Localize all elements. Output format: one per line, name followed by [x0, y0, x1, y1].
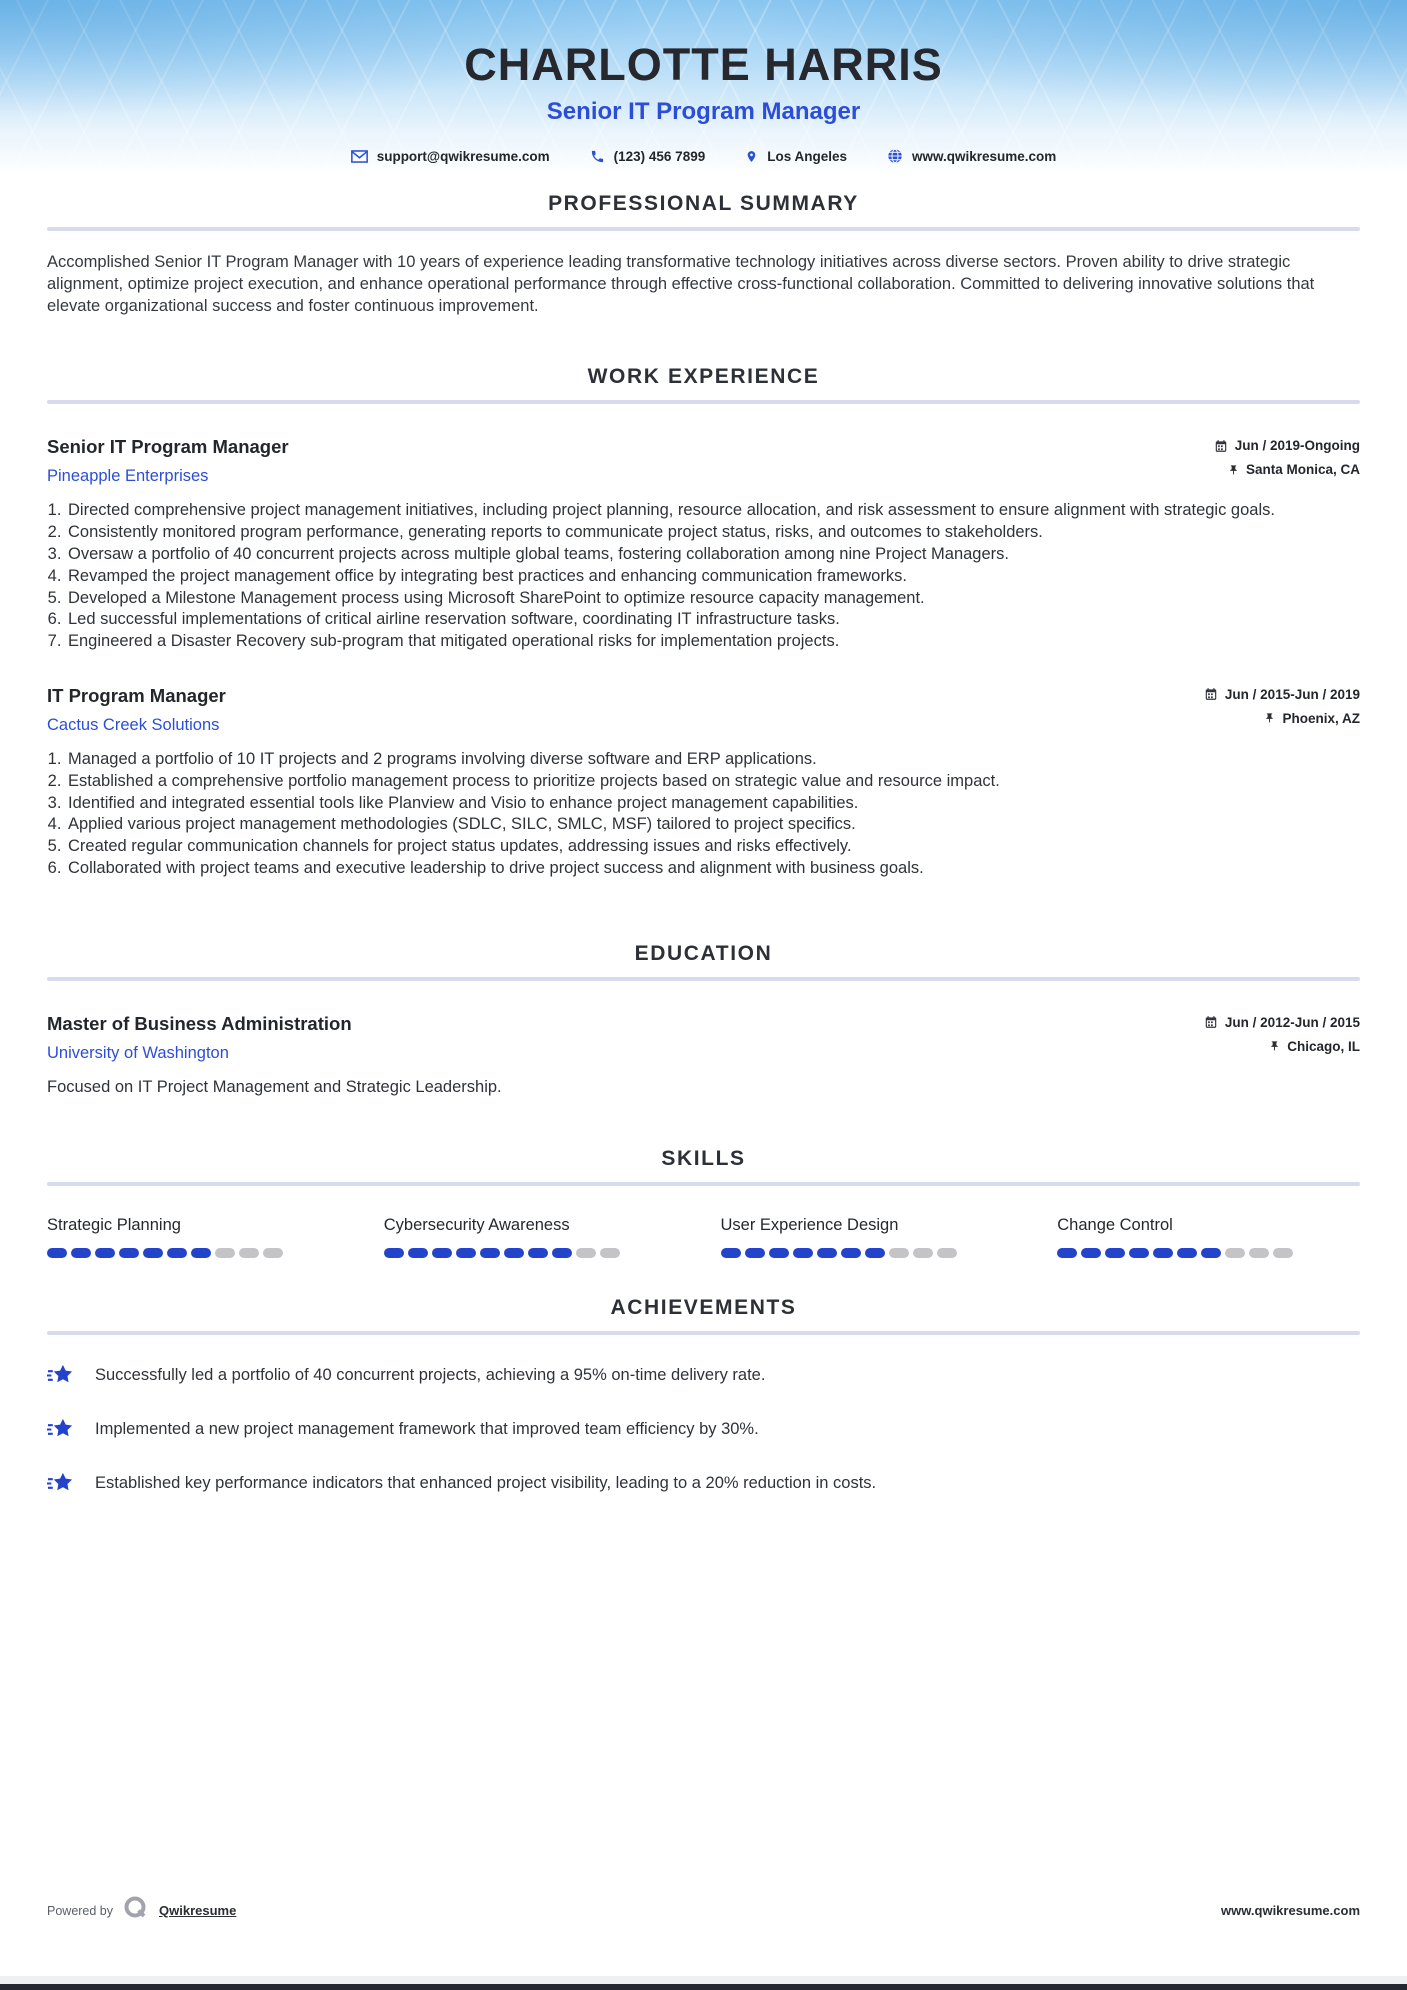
education-heading: EDUCATION	[634, 941, 773, 965]
skill-label: User Experience Design	[720, 1215, 899, 1234]
skill-segment-empty	[1249, 1248, 1269, 1258]
skill-segment-filled	[817, 1248, 837, 1258]
pushpin-icon	[1264, 711, 1275, 725]
degree-title: Master of Business Administration	[47, 1012, 352, 1034]
pushpin-icon	[1269, 1039, 1280, 1053]
skill-segment-empty	[576, 1248, 596, 1258]
skill-label: Change Control	[1057, 1215, 1173, 1234]
achievement-item	[47, 1470, 1360, 1497]
job-header	[47, 685, 1360, 735]
job-location-label: Phoenix, AZ	[1282, 710, 1360, 726]
school-link[interactable]: University of Washington	[47, 1043, 229, 1062]
job-entry	[47, 436, 1360, 653]
skill-segment-empty	[913, 1248, 933, 1258]
skill-segment-filled	[167, 1248, 187, 1258]
page-bottom-bar	[0, 1984, 1407, 1990]
skill-segment-filled	[769, 1248, 789, 1258]
skill-segment-filled	[119, 1248, 139, 1258]
bullet-item: 3. Identified and integrated essential tools like Planview and Visio to enhance project management capabilities.	[66, 793, 1360, 815]
skill-item	[47, 1216, 350, 1258]
education-description: Focused on IT Project Management and Strategic Leadership.	[47, 1077, 502, 1096]
education-dates	[1204, 1015, 1360, 1030]
globe-icon	[887, 148, 903, 164]
skill-segment-filled	[432, 1248, 452, 1258]
job-bullet-list	[47, 749, 1360, 880]
education-meta	[1204, 1013, 1360, 1054]
bullet-item: 2. Established a comprehensive portfolio management process to prioritize projects based on strategic value and resource impact.	[66, 771, 1360, 793]
skill-level-bar	[47, 1248, 350, 1258]
skill-segment-filled	[95, 1248, 115, 1258]
achievement-text: Successfully led a portfolio of 40 concurrent projects, achieving a 95% on-time delivery rate.	[95, 1365, 766, 1384]
contact-location-label: Los Angeles	[767, 148, 847, 164]
bullet-item: 2. Consistently monitored program performance, generating reports to communicate project status, risks, and outcomes to stakeholders.	[66, 522, 1360, 544]
email-icon	[351, 150, 368, 163]
skill-segment-filled	[841, 1248, 861, 1258]
skill-level-bar	[721, 1248, 1024, 1258]
job-dates	[1204, 687, 1360, 702]
section-divider	[47, 227, 1360, 231]
skill-segment-empty	[239, 1248, 259, 1258]
powered-by-block	[47, 1895, 236, 1926]
section-divider	[47, 1182, 1360, 1186]
contact-website-label: www.qwikresume.com	[912, 148, 1057, 164]
achievement-item	[47, 1416, 1360, 1443]
skill-segment-filled	[504, 1248, 524, 1258]
job-title: IT Program Manager	[47, 684, 226, 706]
company-link[interactable]: Pineapple Enterprises	[47, 467, 209, 486]
bullet-item: 1. Managed a portfolio of 10 IT projects and 2 programs involving diverse software and ERP applications.	[66, 749, 1360, 771]
skill-segment-empty	[937, 1248, 957, 1258]
education-title-block	[47, 1013, 352, 1063]
header-banner	[0, 0, 1407, 172]
job-dates	[1214, 438, 1360, 453]
job-header	[47, 436, 1360, 486]
skills-heading: SKILLS	[661, 1146, 746, 1170]
skill-segment-filled	[480, 1248, 500, 1258]
bullet-item: 7. Engineered a Disaster Recovery sub-program that mitigated operational risks for implementation projects.	[66, 631, 1360, 653]
skill-item	[384, 1216, 687, 1258]
skill-segment-filled	[721, 1248, 741, 1258]
job-entry	[47, 685, 1360, 880]
skill-segment-filled	[528, 1248, 548, 1258]
contact-phone	[590, 149, 706, 164]
job-location	[1264, 711, 1360, 726]
skill-label: Cybersecurity Awareness	[383, 1215, 570, 1234]
bullet-item: 5. Developed a Milestone Management process using Microsoft SharePoint to optimize resource capacity management.	[66, 588, 1360, 610]
skill-segment-filled	[191, 1248, 211, 1258]
skill-segment-empty	[263, 1248, 283, 1258]
contact-location	[745, 148, 847, 165]
skill-item	[721, 1216, 1024, 1258]
qwikresume-link[interactable]: Qwikresume	[159, 1903, 237, 1918]
phone-icon	[590, 149, 605, 164]
skills-grid	[47, 1216, 1360, 1258]
skill-segment-filled	[456, 1248, 476, 1258]
job-title-block	[47, 436, 289, 486]
skill-segment-filled	[865, 1248, 885, 1258]
work-experience-heading: WORK EXPERIENCE	[587, 365, 820, 389]
candidate-name: CHARLOTTE HARRIS	[464, 39, 943, 90]
company-link[interactable]: Cactus Creek Solutions	[47, 715, 220, 734]
education-entry	[47, 1013, 1360, 1097]
skill-segment-empty	[600, 1248, 620, 1258]
education-location	[1269, 1039, 1360, 1054]
job-bullet-list	[47, 500, 1360, 653]
bullet-item: 5. Created regular communication channels for project status updates, addressing issues and risks effectively.	[66, 836, 1360, 858]
skill-segment-filled	[1153, 1248, 1173, 1258]
bullet-item: 6. Led successful implementations of critical airline reservation software, coordinating IT infrastructure tasks.	[66, 609, 1360, 631]
candidate-title: Senior IT Program Manager	[546, 97, 861, 125]
skill-segment-filled	[745, 1248, 765, 1258]
skill-segment-filled	[1081, 1248, 1101, 1258]
bullet-item: 4. Revamped the project management office by integrating best practices and enhancing communication frameworks.	[66, 566, 1360, 588]
skill-segment-filled	[1177, 1248, 1197, 1258]
bullet-item: 3. Oversaw a portfolio of 40 concurrent projects across multiple global teams, fostering collaboration among nine Project Managers.	[66, 544, 1360, 566]
achievement-text: Established key performance indicators that enhanced project visibility, leading to a 20% reduction in costs.	[95, 1473, 877, 1492]
summary-heading: PROFESSIONAL SUMMARY	[548, 192, 859, 215]
education-dates-label: Jun / 2012-Jun / 2015	[1224, 1014, 1360, 1030]
qwikresume-logo-icon	[123, 1895, 149, 1926]
achievement-star-icon	[47, 1416, 74, 1443]
skill-segment-filled	[552, 1248, 572, 1258]
bullet-item: 4. Applied various project management methodologies (SDLC, SILC, SMLC, MSF) tailored to project specifics.	[66, 814, 1360, 836]
bullet-item: 1. Directed comprehensive project management initiatives, including project planning, resource allocation, and risk assessment to ensure alignment with strategic goals.	[66, 500, 1360, 522]
skill-segment-filled	[384, 1248, 404, 1258]
skill-segment-filled	[143, 1248, 163, 1258]
job-location-label: Santa Monica, CA	[1245, 462, 1360, 478]
achievement-star-icon	[47, 1362, 74, 1389]
job-meta	[1204, 685, 1360, 726]
skill-segment-filled	[1105, 1248, 1125, 1258]
skill-level-bar	[384, 1248, 687, 1258]
achievement-item	[47, 1362, 1360, 1389]
location-pin-icon	[745, 148, 758, 165]
skill-segment-filled	[793, 1248, 813, 1258]
calendar-icon	[1204, 1015, 1218, 1029]
education-header	[47, 1013, 1360, 1063]
contact-phone-label: (123) 456 7899	[613, 148, 706, 164]
job-dates-label: Jun / 2019-Ongoing	[1234, 438, 1360, 454]
bullet-item: 6. Collaborated with project teams and executive leadership to drive project success and alignment with business goals.	[66, 858, 1360, 880]
skill-segment-filled	[47, 1248, 67, 1258]
section-divider	[47, 1331, 1360, 1335]
contact-email-label: support@qwikresume.com	[376, 148, 550, 164]
pushpin-icon	[1228, 463, 1239, 477]
skill-level-bar	[1057, 1248, 1360, 1258]
calendar-icon	[1214, 439, 1228, 453]
achievements-heading: ACHIEVEMENTS	[610, 1295, 797, 1319]
contact-row	[0, 148, 1407, 165]
skill-segment-empty	[1225, 1248, 1245, 1258]
achievement-text: Implemented a new project management framework that improved team efficiency by 30%.	[95, 1419, 759, 1438]
skill-segment-filled	[71, 1248, 91, 1258]
powered-by-label: Powered by	[47, 1903, 114, 1918]
job-title-block	[47, 685, 226, 735]
skill-label: Strategic Planning	[47, 1215, 181, 1234]
contact-website	[887, 148, 1056, 164]
achievement-star-icon	[47, 1470, 74, 1497]
skill-segment-empty	[889, 1248, 909, 1258]
skill-segment-filled	[1057, 1248, 1077, 1258]
page-bottom-strip	[0, 1976, 1407, 1984]
resume-content	[0, 192, 1407, 1497]
skill-segment-empty	[215, 1248, 235, 1258]
calendar-icon	[1204, 687, 1218, 701]
skill-item	[1057, 1216, 1360, 1258]
skill-segment-filled	[1129, 1248, 1149, 1258]
section-divider	[47, 400, 1360, 404]
skill-segment-empty	[1273, 1248, 1293, 1258]
job-title: Senior IT Program Manager	[47, 436, 289, 458]
skill-segment-filled	[408, 1248, 428, 1258]
section-divider	[47, 977, 1360, 981]
job-meta	[1214, 436, 1360, 477]
job-dates-label: Jun / 2015-Jun / 2019	[1224, 686, 1360, 702]
contact-email	[351, 149, 550, 164]
job-location	[1228, 462, 1360, 477]
page-footer	[47, 1895, 1360, 1926]
skill-segment-filled	[1201, 1248, 1221, 1258]
footer-website: www.qwikresume.com	[1221, 1903, 1360, 1918]
summary-text: Accomplished Senior IT Program Manager with 10 years of experience leading transformative technology initiatives across diverse sectors. Proven ability to drive strategic alignment, optimize project execution, and enhance operational performance through effective cross-functional collaboration. Committed to delivering innovative solutions that elevate organizational success and foster continuous improvement.	[47, 253, 1315, 315]
education-location-label: Chicago, IL	[1287, 1038, 1360, 1054]
